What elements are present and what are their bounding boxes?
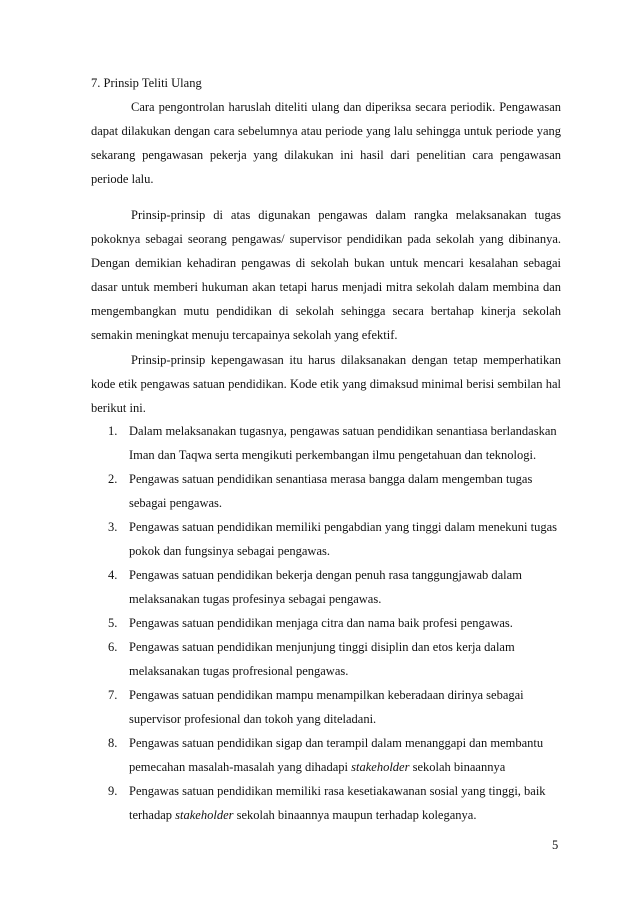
paragraph-1-text: Cara pengontrolan haruslah diteliti ulang dan diperiksa secara periodik. Pengawasan dapat dilakukan dengan cara sebelumnya atau periode yang lalu sehingga untuk periode yang sekarang pengawasan pekerja yang dilakukan ini hasil dari penelitian cara pengawasan periode lalu.	[91, 100, 561, 186]
list-item-text-tail: sekolah binaannya	[409, 760, 506, 774]
list-item-text: Pengawas satuan pendidikan menjaga citra dan nama baik profesi pengawas.	[129, 616, 513, 630]
list-item	[91, 611, 561, 635]
list-item-number: 6.	[108, 640, 118, 654]
list-item-number: 4.	[108, 568, 118, 582]
list-item-text: Pengawas satuan pendidikan menjunjung tinggi disiplin dan etos kerja dalam melaksanakan tugas profresional pengawas.	[129, 640, 515, 678]
list-item-text: Pengawas satuan pendidikan senantiasa merasa bangga dalam mengemban tugas sebagai pengawas.	[129, 472, 533, 510]
code-of-ethics-list	[91, 419, 561, 827]
list-item-text: Pengawas satuan pendidikan bekerja dengan penuh rasa tanggungjawab dalam melaksanakan tugas profesinya sebagai pengawas.	[129, 568, 522, 606]
list-item-text-tail: sekolah binaannya maupun terhadap koleganya.	[233, 808, 477, 822]
list-item-emphasis: stakeholder	[175, 808, 234, 822]
list-item-text: Dalam melaksanakan tugasnya, pengawas satuan pendidikan senantiasa berlandaskan Iman dan Taqwa serta mengikuti perkembangan ilmu pengetahuan dan teknologi.	[129, 424, 557, 462]
list-item	[91, 467, 561, 515]
section-heading: 7. Prinsip Teliti Ulang	[91, 76, 202, 90]
list-item	[91, 563, 561, 611]
paragraph-1	[91, 95, 561, 191]
list-item-text: Pengawas satuan pendidikan memiliki pengabdian yang tinggi dalam menekuni tugas pokok dan fungsinya sebagai pengawas.	[129, 520, 558, 558]
paragraph-2-text: Prinsip-prinsip di atas digunakan pengawas dalam rangka melaksanakan tugas pokoknya sebagai seorang pengawas/ supervisor pendidikan pada sekolah yang dibinanya. Dengan demikian kehadiran pengawas di sekolah bukan untuk mencari kesalahan sebagai dasar untuk memberi hukuman akan tetapi harus menjadi mitra sekolah dalam membina dan mengembangkan mutu pendidikan di sekolah sehingga secara bertahap kinerja sekolah semakin meningkat menuju tercapainya sekolah yang efektif.	[91, 208, 561, 342]
list-item-number: 1.	[108, 424, 118, 438]
list-item-number: 8.	[108, 736, 118, 750]
list-item-text: Pengawas satuan pendidikan mampu menampilkan keberadaan dirinya sebagai supervisor profesional dan tokoh yang diteladani.	[129, 688, 524, 726]
list-item	[91, 683, 561, 731]
list-item-text: Pengawas satuan pendidikan memiliki rasa kesetiakawanan sosial yang tinggi, baik terhadap	[129, 784, 546, 822]
paragraph-3	[91, 348, 561, 420]
list-item	[91, 779, 561, 827]
list-item	[91, 419, 561, 467]
paragraph-3-text: Prinsip-prinsip kepengawasan itu harus dilaksanakan dengan tetap memperhatikan kode etik pengawas satuan pendidikan. Kode etik yang dimaksud minimal berisi sembilan hal berikut ini.	[91, 353, 561, 415]
list-item	[91, 731, 561, 779]
list-item-number: 5.	[108, 616, 118, 630]
page-number: 5	[552, 838, 559, 852]
list-item-text: Pengawas satuan pendidikan sigap dan terampil dalam menanggapi dan membantu pemecahan masalah-masalah yang dihadapi	[129, 736, 544, 774]
list-item-number: 3.	[108, 520, 118, 534]
list-item-number: 2.	[108, 472, 118, 486]
list-item-number: 9.	[108, 784, 118, 798]
list-item-number: 7.	[108, 688, 118, 702]
list-item-emphasis: stakeholder	[351, 760, 410, 774]
list-item	[91, 635, 561, 683]
list-item	[91, 515, 561, 563]
paragraph-2	[91, 203, 561, 347]
